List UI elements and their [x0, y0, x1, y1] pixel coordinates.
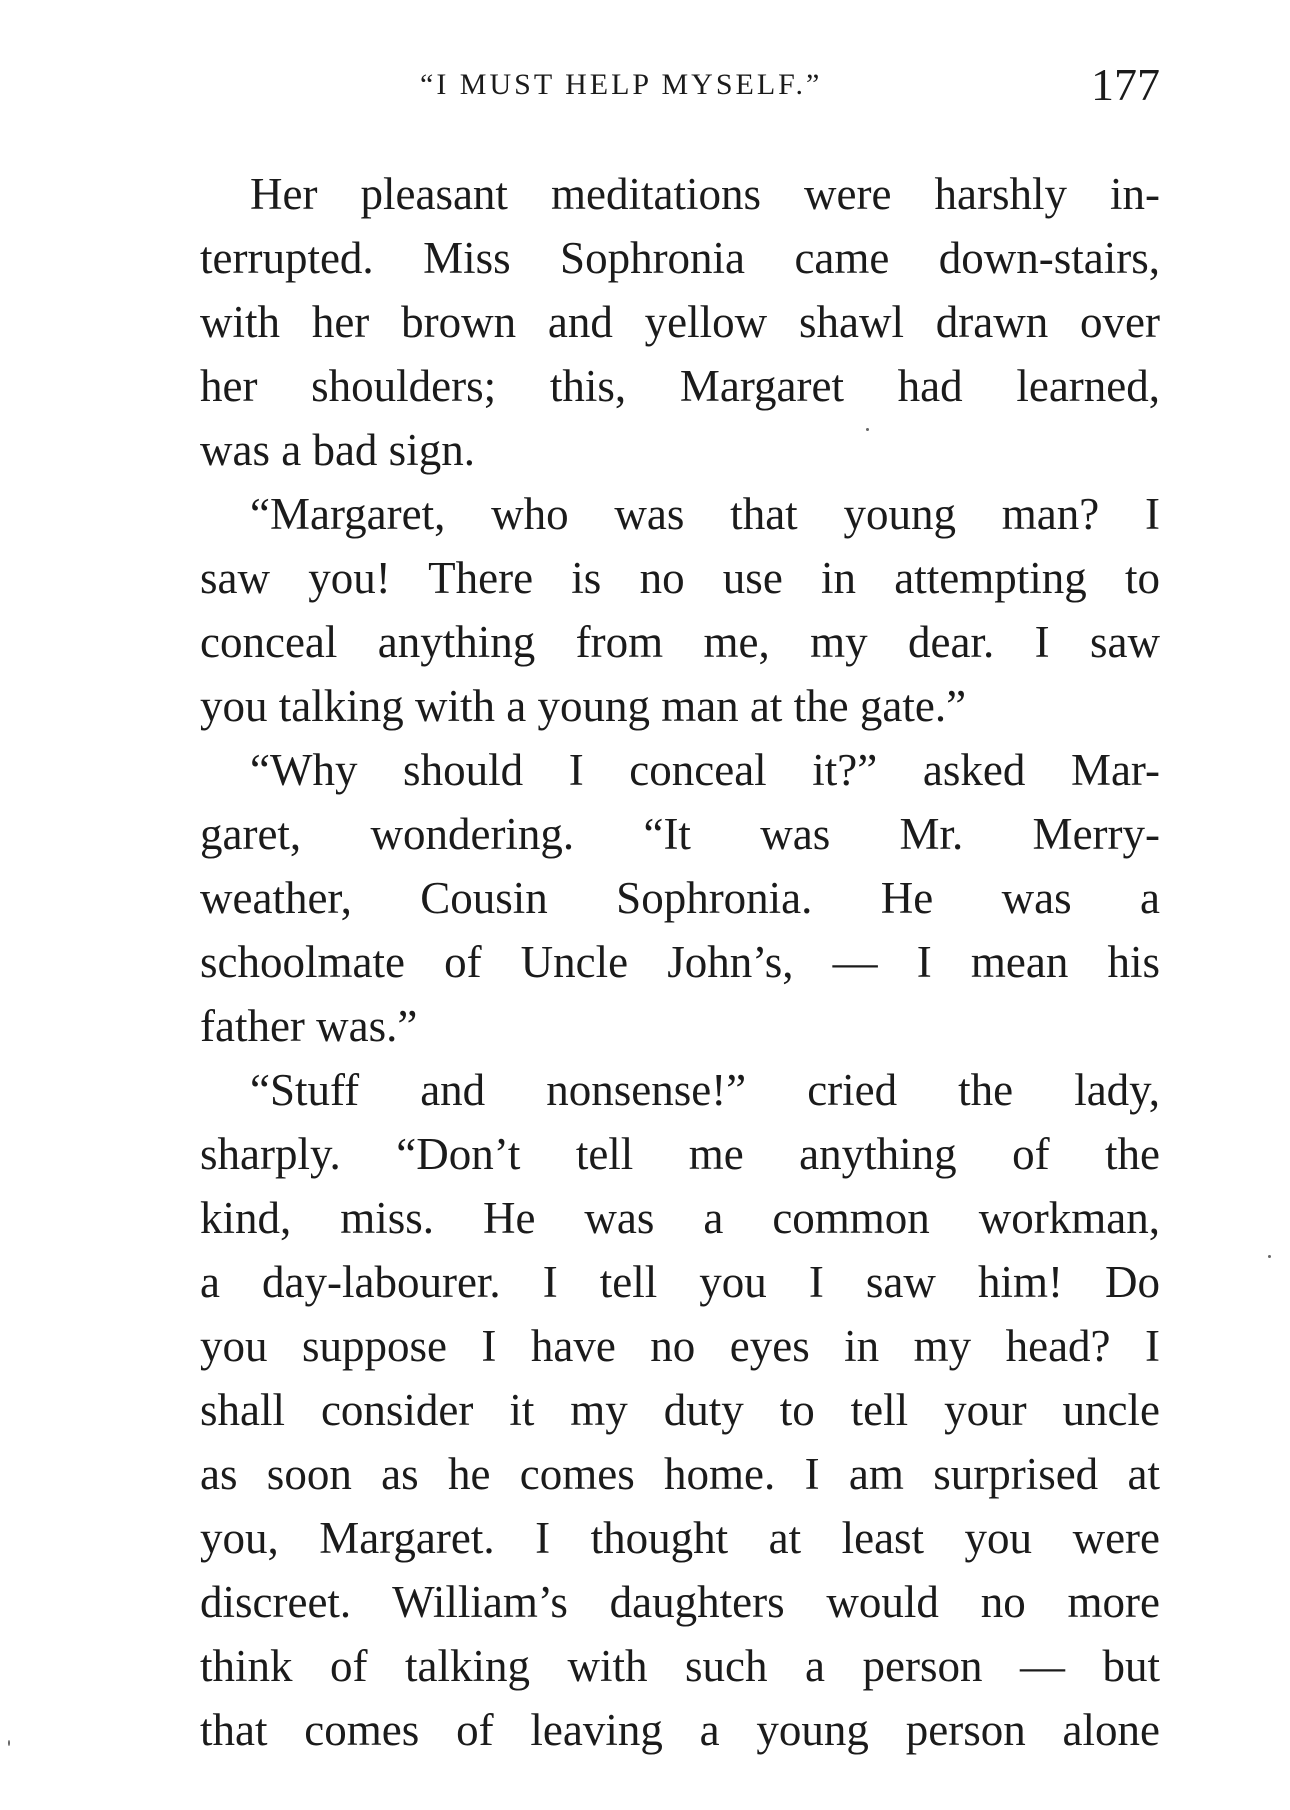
text-line: kind, miss. He was a common workman, — [200, 1193, 1160, 1243]
text-line: saw you! There is no use in attempting to — [200, 553, 1160, 603]
text-line: Her pleasant meditations were harshly in- — [250, 169, 1160, 219]
text-line: think of talking with such a person — but — [200, 1641, 1160, 1691]
text-line: a day-labourer. I tell you I saw him! Do — [200, 1257, 1160, 1307]
text-line: that comes of leaving a young person alone — [200, 1705, 1160, 1755]
text-line: you talking with a young man at the gate.” — [200, 681, 967, 731]
running-head: “I MUST HELP MYSELF.” — [420, 68, 823, 101]
text-line: you, Margaret. I thought at least you were — [200, 1513, 1160, 1563]
text-line: discreet. William’s daughters would no more — [200, 1577, 1160, 1627]
text-line: garet, wondering. “It was Mr. Merry- — [200, 809, 1160, 859]
text-line: schoolmate of Uncle John’s, — I mean his — [200, 937, 1160, 987]
text-line: shall consider it my duty to tell your uncle — [200, 1385, 1160, 1435]
text-line: as soon as he comes home. I am surprised at — [200, 1449, 1160, 1499]
body-text — [200, 162, 1160, 1762]
scan-speck — [866, 428, 869, 431]
text-line: conceal anything from me, my dear. I saw — [200, 617, 1160, 667]
text-line: terrupted. Miss Sophronia came down-stairs, — [200, 233, 1160, 283]
text-line: her shoulders; this, Margaret had learned, — [200, 361, 1160, 411]
text-line: “Why should I conceal it?” asked Mar- — [250, 745, 1160, 795]
text-line: sharply. “Don’t tell me anything of the — [200, 1129, 1160, 1179]
text-line: weather, Cousin Sophronia. He was a — [200, 873, 1160, 923]
scan-speck — [8, 1740, 10, 1746]
text-line: with her brown and yellow shawl drawn over — [200, 297, 1160, 347]
text-line: you suppose I have no eyes in my head? I — [200, 1321, 1160, 1371]
text-line: “Margaret, who was that young man? I — [250, 489, 1160, 539]
scan-speck — [1268, 1255, 1271, 1258]
page-number: 177 — [1091, 59, 1160, 110]
text-line: father was.” — [200, 1001, 418, 1051]
page-header — [200, 58, 1160, 118]
text-line: “Stuff and nonsense!” cried the lady, — [250, 1065, 1160, 1115]
text-line: was a bad sign. — [200, 425, 475, 475]
